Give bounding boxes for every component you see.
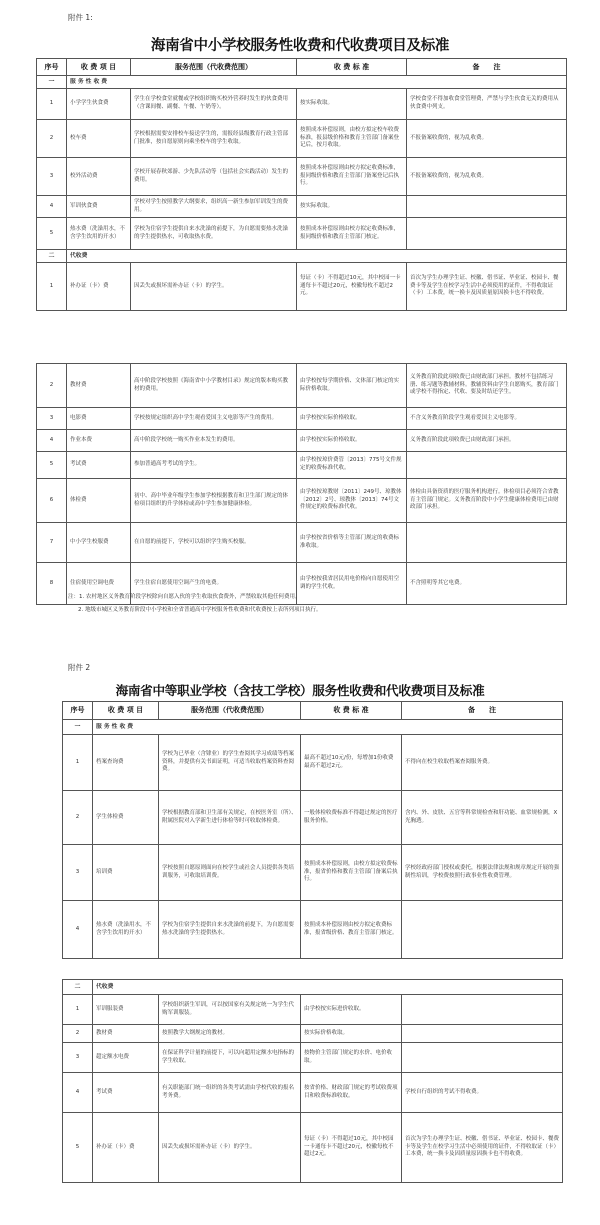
- fee-scope: 学校根据教育部和卫生部有关规定，在校医务室（所）、附属医院对入学新生进行体检等时可收取体检费。: [159, 791, 301, 845]
- fee-remark: 不报备案收费的，视为乱收费。: [407, 120, 567, 158]
- fee-standard: 每证（卡）不得超过10元，其中校园一卡通每卡不超过20元，校徽每枚不超过2元。: [301, 1113, 402, 1183]
- table-row: [63, 995, 563, 1025]
- header-standard: 收 费 标 准: [301, 702, 402, 720]
- fee-item: 补办证（卡）费: [67, 263, 131, 311]
- fee-scope: 学生住宿自愿使用空调产生的电费。: [131, 563, 297, 605]
- row-number: 1: [37, 89, 67, 120]
- fee-standard: 由学校按每学期价格、文体部门核定的实际价格收取。: [297, 364, 407, 408]
- fee-item: 教材费: [67, 364, 131, 408]
- table-row: [63, 845, 563, 901]
- table-header-row: [63, 702, 563, 720]
- fee-item: 校车费: [67, 120, 131, 158]
- attachment-label-2: 附件 2: [68, 663, 91, 672]
- table-row: [37, 218, 567, 250]
- fee-scope: 高中阶段学校按照《海南省中小学教材目录》规定的版本购买教材的费用。: [131, 364, 297, 408]
- fee-remark: [402, 1043, 563, 1073]
- row-number: 2: [63, 1025, 93, 1043]
- section-number: 二: [37, 250, 67, 263]
- section-title: 代收费: [93, 980, 563, 995]
- table-row: [37, 196, 567, 218]
- fee-standard: 由学校按实际进价收取。: [301, 995, 402, 1025]
- fee-standard: 由学校按实际价格收取。: [297, 430, 407, 452]
- fee-item: 教材费: [93, 1025, 159, 1043]
- fee-remark: [407, 523, 567, 563]
- header-item: 收 费 项 目: [93, 702, 159, 720]
- section-row-service: [37, 76, 567, 89]
- fee-remark: 学校经政府部门授权或委托，根据法律法规和规章规定开展的强制性培训，学校费按照行政事业性收费管理。: [402, 845, 563, 901]
- row-number: 4: [63, 901, 93, 959]
- table-row: [37, 263, 567, 311]
- fee-item: 军训伙食费: [67, 196, 131, 218]
- fee-table-1a: [36, 58, 567, 311]
- fee-item: 考试费: [67, 452, 131, 479]
- fee-scope: 学校组织新生军训，可以按国家有关规定统一为学生代购军训服装。: [159, 995, 301, 1025]
- table-row: [37, 430, 567, 452]
- fee-scope: 在保证科学计量的前提下，可以向超用定额水电指标的学生收取。: [159, 1043, 301, 1073]
- fee-scope: 学校为住宿学生提供自来水洗澡的前提下，为自愿需要热水洗澡的学生提供热水，可收取热水费。: [131, 218, 297, 250]
- header-standard: 收 费 标 准: [297, 59, 407, 76]
- fee-standard: 按照成本补偿原则由校方拟定收费标准，报同级价格和教育主管部门核定。: [297, 218, 407, 250]
- fee-remark: [407, 196, 567, 218]
- row-number: 1: [37, 263, 67, 311]
- section-number: 一: [37, 76, 67, 89]
- fee-remark: 含内、外、皮肤、五官等科常规检查和肝功能、血常规检测，X光胸透。: [402, 791, 563, 845]
- row-number: 3: [37, 158, 67, 196]
- fee-item: 热水费（洗澡用水，不含学生饮用的开水）: [93, 901, 159, 959]
- row-number: 2: [63, 791, 93, 845]
- fee-remark: 义务教育阶段此项收费已由财政部门承担。教材不包括练习册、练习题等教辅材料。教辅资料由学生自愿购买，教育部门或学校不得指定、代收、要及时结还学生。: [407, 364, 567, 408]
- row-number: 6: [37, 479, 67, 523]
- fee-scope: 学校为已毕业（含肄业）的学生查阅其学习成绩等档案资料，并提供有关书面证明，可适当收取档案资料查阅费。: [159, 735, 301, 791]
- fee-item: 军训服装费: [93, 995, 159, 1025]
- fee-standard: 由学校按我省居民用电价格向自愿使用空调的学生代收。: [297, 563, 407, 605]
- fee-standard: 一般体检收费标准不得超过规定的医疗服务价格。: [301, 791, 402, 845]
- fee-standard: 按实际收取。: [297, 89, 407, 120]
- fee-remark: 学校自行组织的考试不得收费。: [402, 1073, 563, 1113]
- fee-standard: 按实际价格收取。: [301, 1025, 402, 1043]
- fee-scope: 学校按照自愿原则面向在校学生或社会人员提供各类培训服务，可收取培训费。: [159, 845, 301, 901]
- row-number: 2: [37, 120, 67, 158]
- attachment-label-1: 附件 1:: [68, 13, 93, 22]
- section-number: 二: [63, 980, 93, 995]
- row-number: 2: [37, 364, 67, 408]
- fee-item: 档案查询费: [93, 735, 159, 791]
- fee-scope: 按照教学大纲规定的教材。: [159, 1025, 301, 1043]
- row-number: 1: [63, 995, 93, 1025]
- fee-item: 体检费: [67, 479, 131, 523]
- section-row-service: [63, 720, 563, 735]
- header-scope: 服务范围（代收费范围）: [159, 702, 301, 720]
- row-number: 5: [63, 1113, 93, 1183]
- row-number: 4: [63, 1073, 93, 1113]
- fee-remark: 首次为学生办理学生证、校徽、借书证、毕业证、校园卡、餐费卡等及学生在校学习生活中必须使用的证件，不得收取证（卡）工本费，统一换卡及因质量原因换卡也不得收费。: [402, 1113, 563, 1183]
- fee-scope: 在自愿的前提下，学校可以组织学生购买校服。: [131, 523, 297, 563]
- table-row: [63, 901, 563, 959]
- fee-item: 考试费: [93, 1073, 159, 1113]
- table-row: [37, 89, 567, 120]
- section-row-agency: [37, 250, 567, 263]
- fee-remark: [402, 995, 563, 1025]
- section-title: 服 务 性 收 费: [67, 76, 567, 89]
- fee-scope: 学校为住宿学生提供自来水洗澡的前提下，为自愿需要热水洗澡的学生提供热水。: [159, 901, 301, 959]
- fee-remark: 不报备案收费的，视为乱收费。: [407, 158, 567, 196]
- fee-standard: 每证（卡）不得超过10元，其中校园一卡通每卡不超过20元，校徽每枚不超过2元。: [297, 263, 407, 311]
- fee-table-1b: [36, 363, 567, 605]
- table-row: [63, 1025, 563, 1043]
- header-scope: 服务范围（代收费范围）: [131, 59, 297, 76]
- fee-scope: 初中、高中毕业年级学生参加学校根据教育和卫生部门规定的体检项目组织的升学体检或高中学生参加健康体检。: [131, 479, 297, 523]
- fee-scope: 因丢失或损坏需补办证（卡）的学生。: [159, 1113, 301, 1183]
- fee-item: 电影费: [67, 408, 131, 430]
- section-title: 代收费: [67, 250, 567, 263]
- fee-standard: 按照成本补偿原则，由校方拟定收费标准，报省价格和教育主管部门备案后执行。: [301, 845, 402, 901]
- table-row: [63, 791, 563, 845]
- fee-remark: 不含义务教育阶段学生观看爱国主义电影等。: [407, 408, 567, 430]
- row-number: 3: [63, 1043, 93, 1073]
- fee-remark: 不得向在校生收取档案查阅服务费。: [402, 735, 563, 791]
- table-row: [37, 120, 567, 158]
- fee-table-2b: [62, 979, 563, 1183]
- fee-scope: 学校根据需要安排校车接送学生的，需报经县级教育行政主管部门批准，按自愿原则向乘坐校车的学生收取。: [131, 120, 297, 158]
- section-number: 一: [63, 720, 93, 735]
- fee-scope: 学校开展春秋郊游、少先队活动等（包括社会实践活动）发生的费用。: [131, 158, 297, 196]
- table-row: [37, 452, 567, 479]
- table-row: [37, 158, 567, 196]
- fee-remark: 体检由具备资质的医疗服务机构进行。体检项目必须符合省教育主管部门规定。义务教育阶段中小学生健康体检费用已由财政部门承担。: [407, 479, 567, 523]
- fee-standard: 由学校按琼价费管〔2013〕775号文件规定的收费标准代收。: [297, 452, 407, 479]
- table-row: [63, 1043, 563, 1073]
- fee-item: 热水费（洗澡用水，不含学生饮用的开水）: [67, 218, 131, 250]
- table-row: [37, 523, 567, 563]
- header-no: 序号: [37, 59, 67, 76]
- fee-standard: 按照成本补偿原则由校方拟定收费标准，报同级价格和教育主管部门备案登记后执行。: [297, 158, 407, 196]
- header-item: 收 费 项 目: [67, 59, 131, 76]
- fee-scope: 学校对学生按照教学大纲要求，组织高一新生参加军训发生的费用。: [131, 196, 297, 218]
- fee-standard: 按照成本补偿原则由校方拟定收费标准，报省级价格、教育主管部门核定。: [301, 901, 402, 959]
- fee-scope: 学生在学校食堂就餐或学校组织购买校外营养时发生的伙食费用（含课间餐、副餐、午餐、午奶等）。: [131, 89, 297, 120]
- fee-remark: 学校食堂不得加收食堂管理费，严禁与学生伙食无关的费用从伙食费中列支。: [407, 89, 567, 120]
- table-row: [63, 735, 563, 791]
- fee-scope: 学校按规定组织高中学生观看爱国主义电影等产生的费用。: [131, 408, 297, 430]
- fee-standard: 按物价主管部门规定的水价、电价收取。: [301, 1043, 402, 1073]
- footnote-2: 2. 地级市城区义务教育阶段中小学校和全省普通高中学校服务性收费和代收费按上表所列项目执行。: [78, 607, 322, 613]
- fee-remark: [407, 218, 567, 250]
- row-number: 5: [37, 218, 67, 250]
- fee-remark: [402, 1025, 563, 1043]
- row-number: 4: [37, 196, 67, 218]
- fee-standard: 由学校按琼教财〔2011〕249号、琼教体〔2012〕2号、琼教体〔2013〕74号文件规定的收费标准代收。: [297, 479, 407, 523]
- table-row: [37, 364, 567, 408]
- table-row: [63, 1113, 563, 1183]
- fee-item: 作业本费: [67, 430, 131, 452]
- row-number: 8: [37, 563, 67, 605]
- section-row-agency: [63, 980, 563, 995]
- fee-item: 中小学生校服费: [67, 523, 131, 563]
- fee-item: 超定额水电费: [93, 1043, 159, 1073]
- fee-remark: 首次为学生办理学生证、校徽、借书证、毕业证、校园卡、餐费卡等及学生在校学习生活中必须使用的证件，不得收取证（卡）工本费，统一换卡及因质量原因换卡也不得收费。: [407, 263, 567, 311]
- header-remarks: 备 注: [407, 59, 567, 76]
- fee-item: 校外活动费: [67, 158, 131, 196]
- header-no: 序号: [63, 702, 93, 720]
- fee-standard: 按照成本补偿原则，由校方拟定校车收费标准，报县级价格和教育主管部门备案登记后，按月收取。: [297, 120, 407, 158]
- fee-scope: 有关职能部门统一组织的各类考试需由学校代收的报名考务费。: [159, 1073, 301, 1113]
- table-row: [37, 479, 567, 523]
- row-number: 1: [63, 735, 93, 791]
- fee-item: 补办证（卡）费: [93, 1113, 159, 1183]
- fee-standard: 由学校按实际价格收取。: [297, 408, 407, 430]
- fee-item: 小学学生伙食费: [67, 89, 131, 120]
- fee-item: 学生体检费: [93, 791, 159, 845]
- table-header-row: [37, 59, 567, 76]
- document-title-1: 海南省中小学校服务性收费和代收费项目及标准: [150, 38, 450, 54]
- fee-standard: 按实际收取。: [297, 196, 407, 218]
- fee-remark: 义务教育阶段此项收费已由财政部门承担。: [407, 430, 567, 452]
- fee-item: 培训费: [93, 845, 159, 901]
- header-remarks: 备 注: [402, 702, 563, 720]
- row-number: 4: [37, 430, 67, 452]
- table-row: [37, 408, 567, 430]
- fee-standard: 按省价格、财政部门规定的考试收费项目和收费标准收取。: [301, 1073, 402, 1113]
- row-number: 3: [63, 845, 93, 901]
- fee-standard: 由学校按省价格等主管部门规定的收费标准收取。: [297, 523, 407, 563]
- fee-standard: 最高不超过10元/份，每增加1份收费最高不超过2元。: [301, 735, 402, 791]
- footnote-1: 注：1. 农村地区义务教育阶段学校除向自愿入伙的学生收取伙食费外，严禁收取其他任何费用。: [68, 594, 301, 600]
- fee-scope: 因丢失或损坏需补办证（卡）的学生。: [131, 263, 297, 311]
- document-title-2: 海南省中等职业学校（含技工学校）服务性收费和代收费项目及标准: [115, 683, 485, 698]
- fee-item: 住宿使用空调电费: [67, 563, 131, 605]
- row-number: 7: [37, 523, 67, 563]
- row-number: 3: [37, 408, 67, 430]
- fee-table-2a: [62, 701, 563, 959]
- fee-scope: 高中阶段学校统一购买作业本发生的费用。: [131, 430, 297, 452]
- section-title: 服 务 性 收 费: [93, 720, 563, 735]
- fee-scope: 参加普通高考考试的学生。: [131, 452, 297, 479]
- fee-remark: [402, 901, 563, 959]
- fee-remark: 不含照明等其它电费。: [407, 563, 567, 605]
- table-row: [63, 1073, 563, 1113]
- row-number: 5: [37, 452, 67, 479]
- fee-remark: [407, 452, 567, 479]
